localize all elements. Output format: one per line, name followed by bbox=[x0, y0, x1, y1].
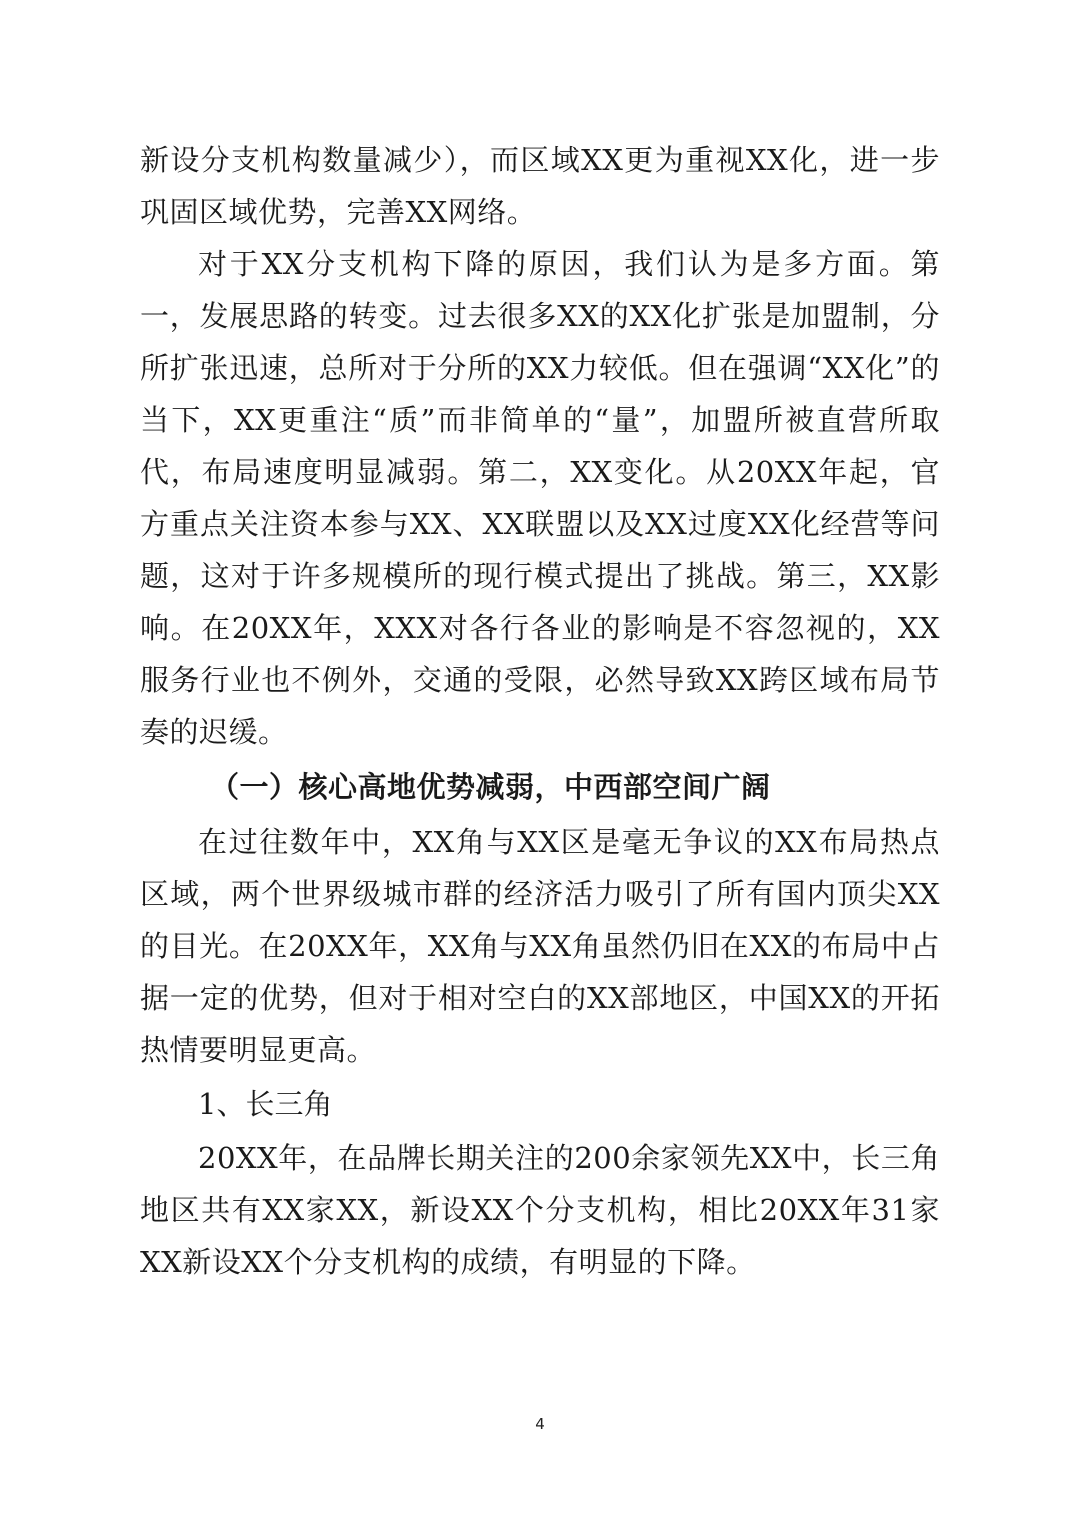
paragraph-reasons: 对于XX分支机构下降的原因，我们认为是多方面。第一，发展思路的转变。过去很多XX的XX化扩张是加盟制，分所扩张迅速，总所对于分所的XX力较低。但在强调“XX化”的当下，XX更重注“质”而非简单的“量”，加盟所被直营所取代，布局速度明显减弱。第二，XX变化。从20XX年起，官方重点关注资本参与XX、XX联盟以及XX过度XX化经营等问题，这对于许多规模所的现行模式提出了挑战。第三，XX影响。在20XX年，XXX对各行各业的影响是不容忽视的，XX服务行业也不例外，交通的受限，必然导致XX跨区域布局节奏的迟缓。 bbox=[140, 247, 940, 749]
paragraph-continuation: 新设分支机构数量减少），而区域XX更为重视XX化，进一步巩固区域优势，完善XX网络。 bbox=[140, 143, 940, 229]
section-heading: （一）核心高地优势减弱，中西部空间广阔 bbox=[210, 770, 771, 804]
paragraph-yangtze-delta: 20XX年，在品牌长期关注的200余家领先XX中，长三角地区共有XX家XX，新设XX个分支机构，相比20XX年31家XX新设XX个分支机构的成绩，有明显的下降。 bbox=[140, 1141, 940, 1279]
page-number: 4 bbox=[535, 1415, 545, 1433]
document-body bbox=[140, 134, 940, 1288]
subsection-heading: 1、长三角 bbox=[198, 1087, 333, 1121]
paragraph-section-intro: 在过往数年中，XX角与XX区是毫无争议的XX布局热点区域，两个世界级城市群的经济活力吸引了所有国内顶尖XX的目光。在20XX年，XX角与XX角虽然仍旧在XX的布局中占据一定的优势，但对于相对空白的XX部地区，中国XX的开拓热情要明显更高。 bbox=[140, 825, 940, 1067]
